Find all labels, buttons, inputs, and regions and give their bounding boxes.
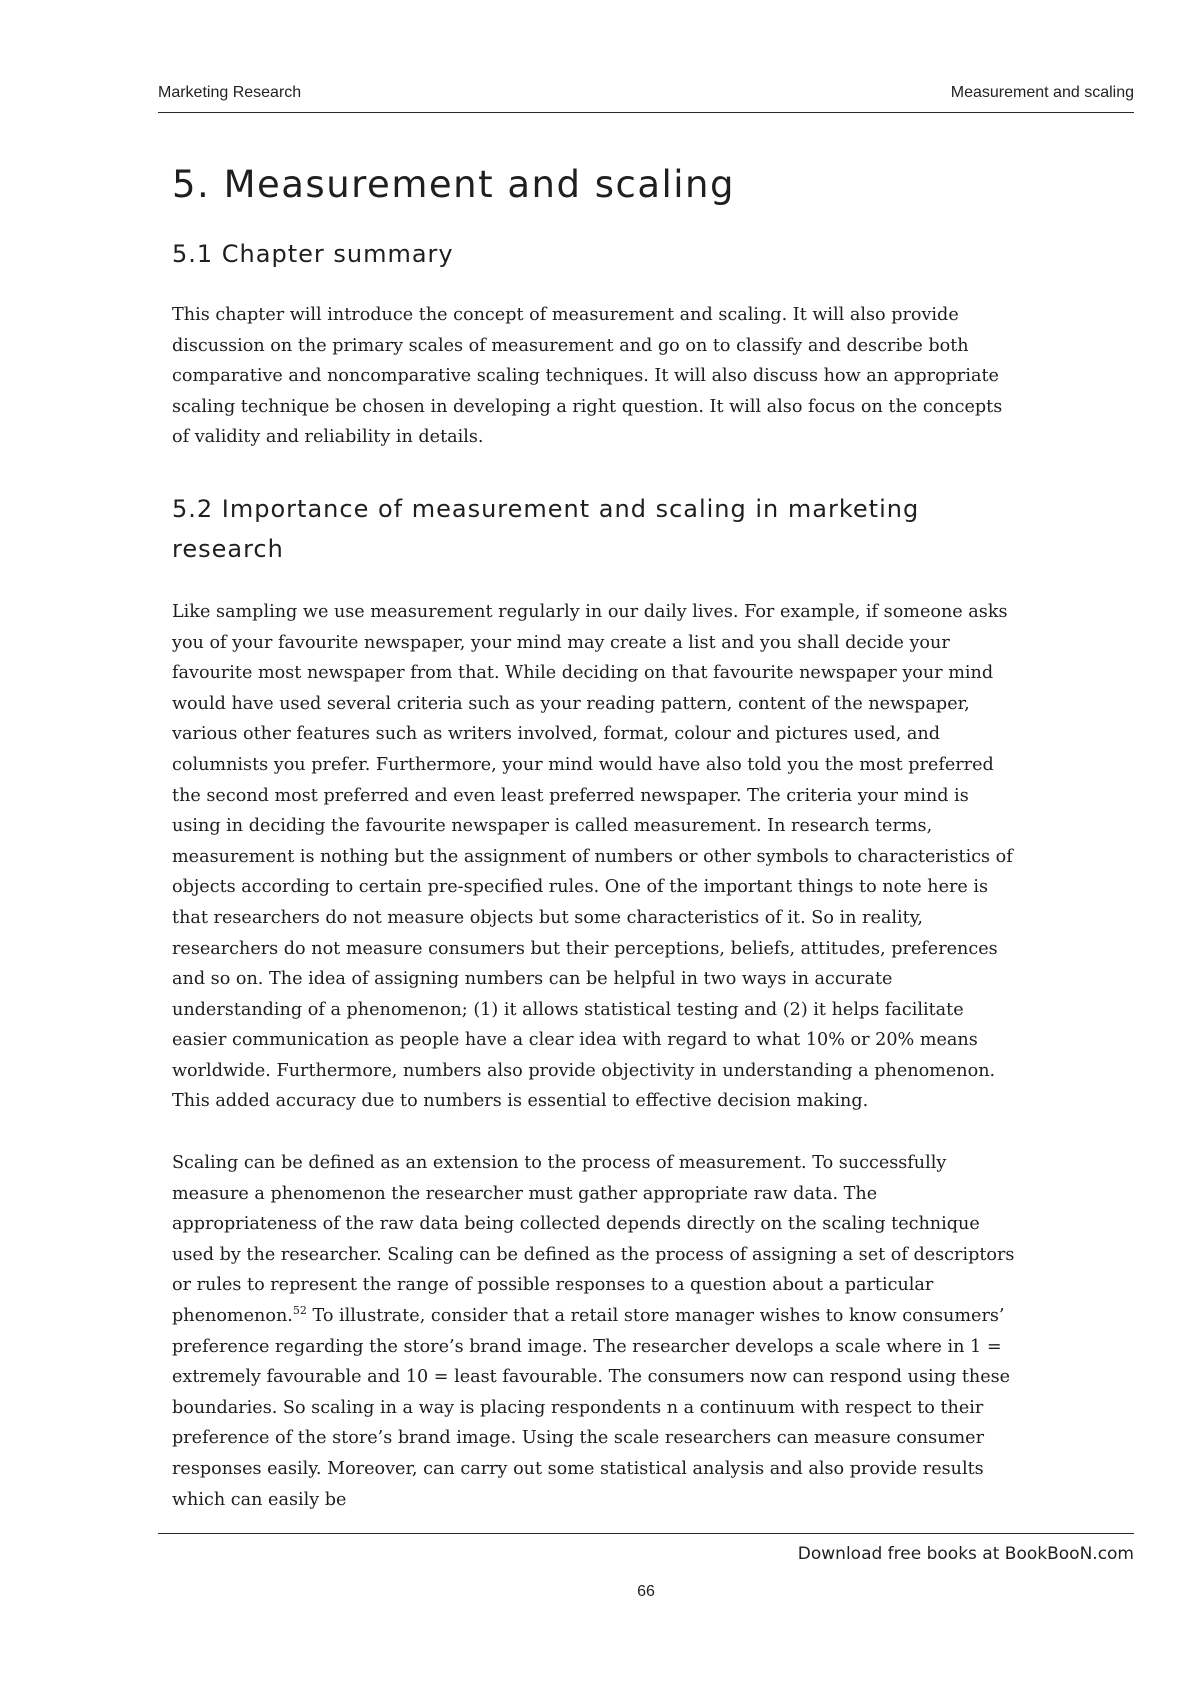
footer-divider [158, 1533, 1134, 1534]
scaling-paragraph-part-2: To illustrate, consider that a retail store manager wishes to know consumers’ preference regarding the store’s brand image. The researcher develops a scale where in 1 = extremely favourable and 10 = least favourable. The consumers now can respond using these boundaries. So scaling in a way is placing respondents n a continuum with respect to their preference of the store’s brand image. Using the scale researchers can measure consumer responses easily. Moreover, can carry out some statistical analysis and also provide results which can easily be [172, 1306, 1011, 1510]
header-book-title: Marketing Research [158, 84, 302, 101]
download-link[interactable]: Download free books at BookBooN.com [797, 1544, 1134, 1564]
chapter-title: 5. Measurement and scaling [172, 163, 735, 206]
header-chapter-title: Measurement and scaling [950, 84, 1134, 101]
footnote-marker[interactable]: 52 [292, 1304, 307, 1318]
section-heading-summary: 5.1 Chapter summary [172, 240, 454, 268]
summary-paragraph: This chapter will introduce the concept of measurement and scaling. It will also provide discussion on the primary scales of measurement and go on to classify and describe both comparative and noncomparative scaling techniques. It will also discuss how an appropriate scaling technique be chosen in developing a right question. It will also focus on the concepts of validity and reliability in details. [172, 305, 1003, 448]
scaling-paragraph [172, 1148, 1022, 1515]
scaling-paragraph-part-1: Scaling can be defined as an extension to the process of measurement. To successfully measure a phenomenon the researcher must gather appropriate raw data. The appropriateness of the raw data being collected depends directly on the scaling technique used by the researcher. Scaling can be defined as the process of assigning a set of descriptors or rules to represent the range of possible responses to a question about a particular phenomenon. [172, 1153, 1015, 1327]
running-header [158, 84, 1134, 113]
page-number: 66 [637, 1583, 655, 1600]
page-content [172, 150, 1022, 1515]
section-heading-importance: 5.2 Importance of measurement and scaling in marketing research [172, 494, 920, 563]
measurement-paragraph: Like sampling we use measurement regularly in our daily lives. For example, if someone asks you of your favourite newspaper, your mind may create a list and you shall decide your favourite most newspaper from that. While deciding on that favourite newspaper your mind would have used several criteria such as your reading pattern, content of the newspaper, various other features such as writers involved, format, colour and pictures used, and columnists you prefer. Furthermore, your mind would have also told you the most preferred the second most preferred and even least preferred newspaper. The criteria your mind is using in deciding the favourite newspaper is called measurement. In research terms, measurement is nothing but the assignment of numbers or other symbols to characteristics of objects according to certain pre-specified rules. One of the important things to note here is that researchers do not measure objects but some characteristics of it. So in reality, researchers do not measure consumers but their perceptions, beliefs, attitudes, preferences and so on. The idea of assigning numbers can be helpful in two ways in accurate understanding of a phenomenon; (1) it allows statistical testing and (2) it helps facilitate easier communication as people have a clear idea with regard to what 10% or 20% means worldwide. Furthermore, numbers also provide objectivity in understanding a phenomenon. This added accuracy due to numbers is essential to effective decision making. [172, 601, 1013, 1112]
